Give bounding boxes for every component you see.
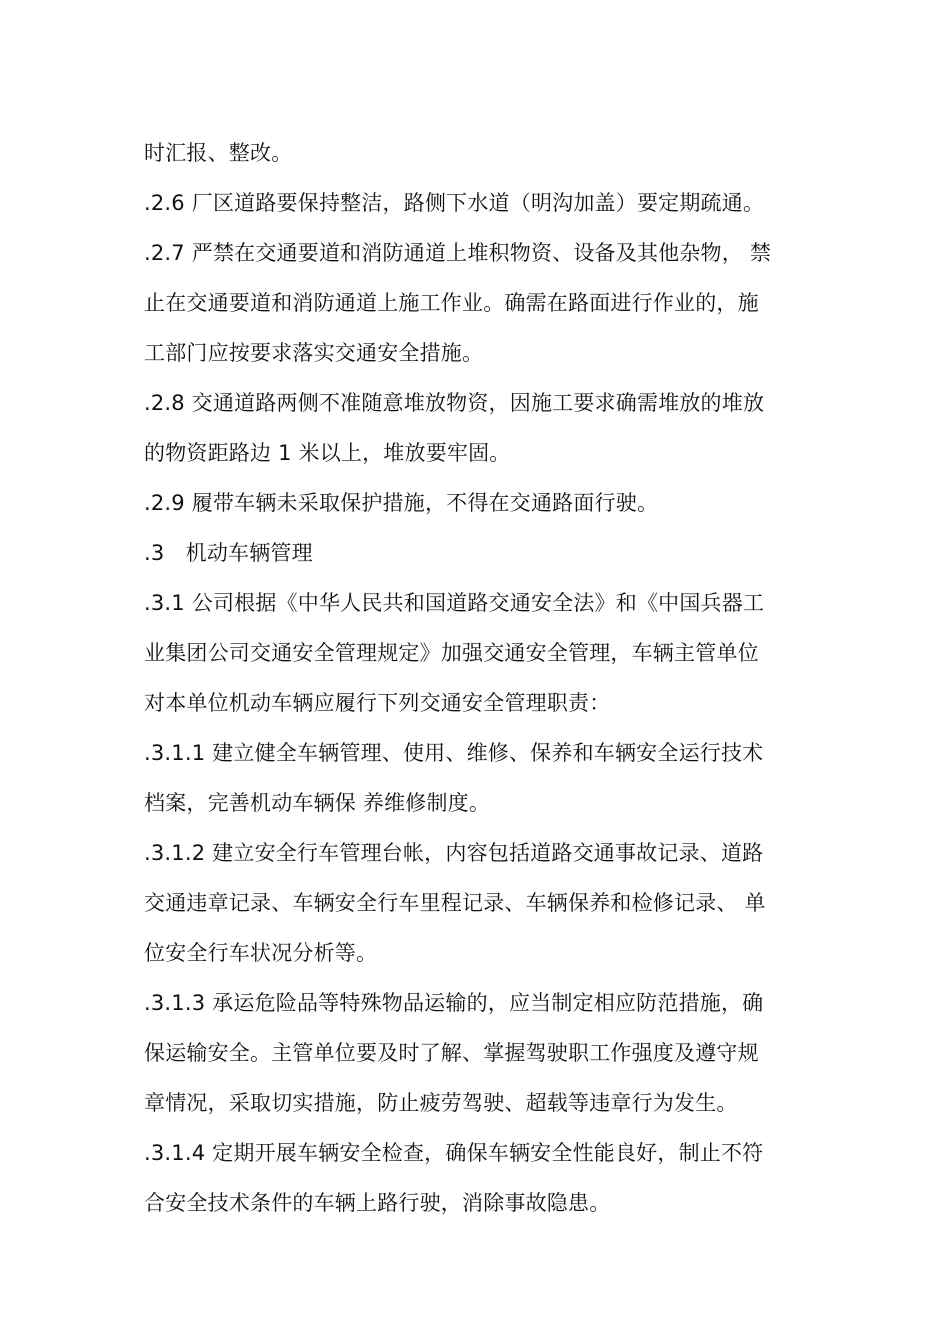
text-line: 档案，完善机动车辆保 养维修制度。 xyxy=(144,791,491,815)
text-line: .2.7 严禁在交通要道和消防通道上堆积物资、设备及其他杂物， 禁 xyxy=(144,241,772,265)
text-line: .3.1.4 定期开展车辆安全检查，确保车辆安全性能良好，制止不符 xyxy=(144,1141,764,1165)
section-heading: .3 机动车辆管理 xyxy=(144,541,313,565)
text-line: 保运输安全。主管单位要及时了解、掌握驾驶职工作强度及遵守规 xyxy=(144,1041,759,1065)
text-line: 合安全技术条件的车辆上路行驶，消除事故隐患。 xyxy=(144,1191,611,1215)
text-line: 工部门应按要求落实交通安全措施。 xyxy=(144,341,484,365)
document-body xyxy=(144,128,808,1228)
text-line: .2.9 履带车辆未采取保护措施，不得在交通路面行驶。 xyxy=(144,491,659,515)
text-line: .3.1 公司根据《中华人民共和国道路交通安全法》和《中国兵器工 xyxy=(144,591,765,615)
text-line: 对本单位机动车辆应履行下列交通安全管理职责： xyxy=(144,691,611,715)
text-line: 交通违章记录、车辆安全行车里程记录、车辆保养和检修记录、 单 xyxy=(144,891,766,915)
text-line: 位安全行车状况分析等。 xyxy=(144,941,378,965)
text-line: .2.8 交通道路两侧不准随意堆放物资，因施工要求确需堆放的堆放 xyxy=(144,391,765,415)
text-line: 章情况，采取切实措施，防止疲劳驾驶、超载等违章行为发生。 xyxy=(144,1091,738,1115)
text-line: 时汇报、整改。 xyxy=(144,141,293,165)
text-line: .3.1.1 建立健全车辆管理、使用、维修、保养和车辆安全运行技术 xyxy=(144,741,764,765)
text-line: .3.1.3 承运危险品等特殊物品运输的，应当制定相应防范措施，确 xyxy=(144,991,764,1015)
text-line: 止在交通要道和消防通道上施工作业。确需在路面进行作业的，施 xyxy=(144,291,759,315)
text-line: .3.1.2 建立安全行车管理台帐，内容包括道路交通事故记录、道路 xyxy=(144,841,764,865)
text-line: .2.6 厂区道路要保持整洁，路侧下水道（明沟加盖）要定期疏通。 xyxy=(144,191,765,215)
text-line: 的物资距路边 1 米以上，堆放要牢固。 xyxy=(144,441,511,465)
text-line: 业集团公司交通安全管理规定》加强交通安全管理，车辆主管单位 xyxy=(144,641,759,665)
